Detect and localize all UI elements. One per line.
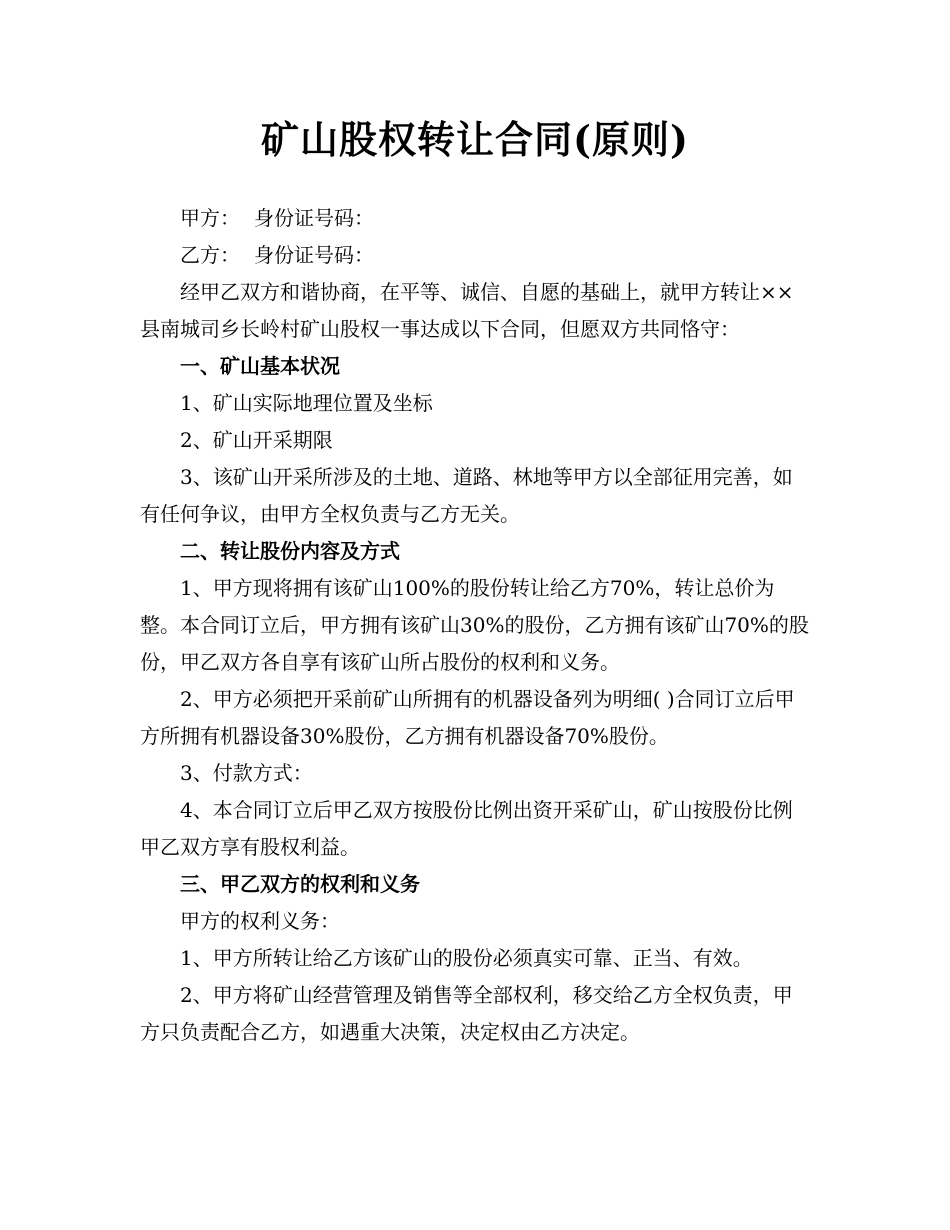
document-title: 矿山股权转让合同(原则) [261, 117, 689, 162]
document-body [140, 200, 810, 1051]
clause-paragraph: 1、甲方现将拥有该矿山100%的股份转让给乙方70%，转让总价为整。本合同订立后，甲方拥有该矿山30%的股份，乙方拥有该矿山70%的股份，甲乙双方各自享有该矿山所占股份的权利和义务。 [140, 576, 809, 674]
subsection-heading: 甲方的权利义务： [180, 909, 340, 933]
party-a-label: 甲方： [180, 206, 240, 230]
clause-paragraph: 1、甲方所转让给乙方该矿山的股份必须真实可靠、正当、有效。 [180, 946, 753, 970]
party-a-id-label: 身份证号码： [254, 206, 374, 230]
clause-paragraph: 1、矿山实际地理位置及坐标 [180, 391, 433, 415]
party-b-label: 乙方： [180, 243, 240, 267]
clause-paragraph: 4、本合同订立后甲乙双方按股份比例出资开采矿山，矿山按股份比例甲乙双方享有股权利益。 [140, 798, 793, 859]
clause-paragraph: 2、甲方将矿山经营管理及销售等全部权利，移交给乙方全权负责，甲方只负责配合乙方，如遇重大决策，决定权由乙方决定。 [140, 983, 793, 1044]
party-b-id-label: 身份证号码： [254, 243, 374, 267]
party-b-line [140, 237, 810, 274]
clause-paragraph: 2、甲方必须把开采前矿山所拥有的机器设备列为明细( )合同订立后甲方所拥有机器设备30%股份，乙方拥有机器设备70%股份。 [140, 687, 795, 748]
clause-paragraph: 3、付款方式： [180, 761, 313, 785]
clause-paragraph: 3、该矿山开采所涉及的土地、道路、林地等甲方以全部征用完善，如有任何争议，由甲方全权负责与乙方无关。 [140, 465, 793, 526]
clause-paragraph: 2、矿山开采期限 [180, 428, 333, 452]
section-heading: 一、矿山基本状况 [180, 354, 340, 378]
party-a-line [140, 200, 810, 237]
section-heading: 三、甲乙双方的权利和义务 [180, 872, 420, 896]
section-heading: 二、转让股份内容及方式 [180, 539, 400, 563]
intro-paragraph: 经甲乙双方和谐协商，在平等、诚信、自愿的基础上，就甲方转让××县南城司乡长岭村矿山股权一事达成以下合同，但愿双方共同恪守： [140, 280, 794, 341]
